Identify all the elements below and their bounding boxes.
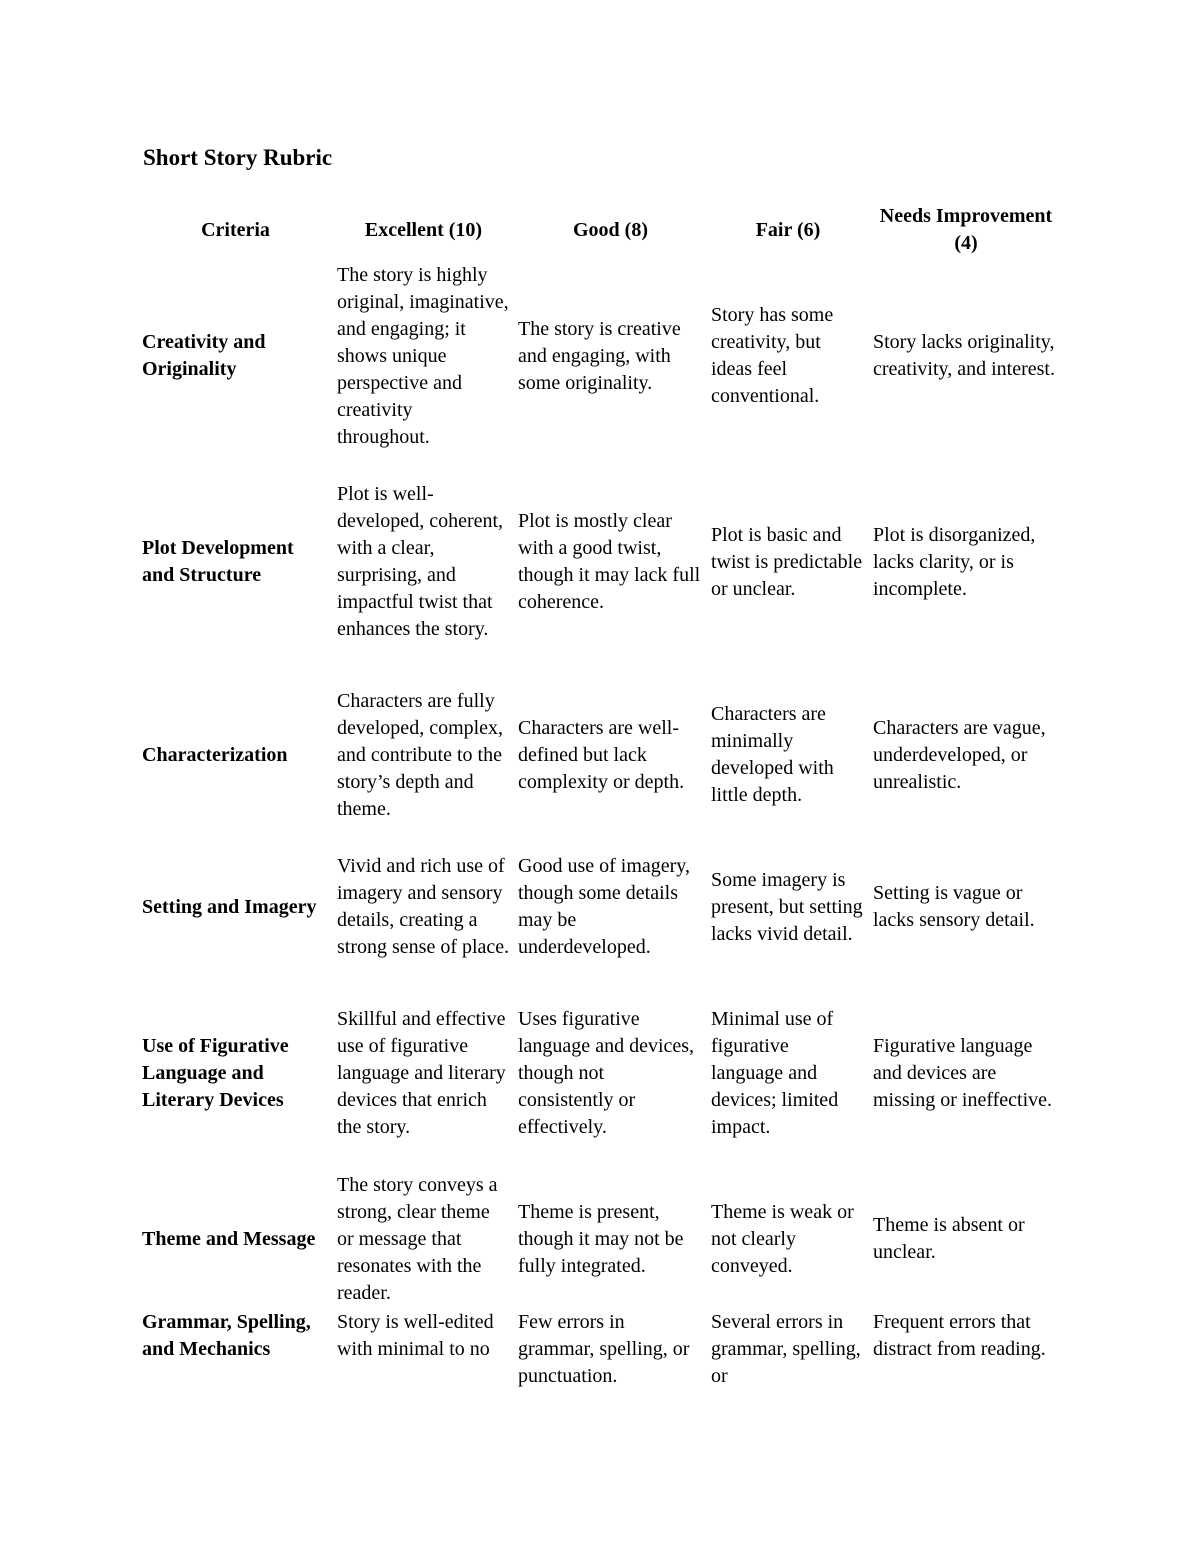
good-cell: The story is creative and engaging, with some originality. xyxy=(518,317,681,394)
criterion-cell: Creativity and Originality xyxy=(142,331,266,380)
good-cell: Characters are well-defined but lack complexity or depth. xyxy=(518,716,685,793)
rubric-table xyxy=(138,200,1063,1392)
fair-cell: Characters are minimally developed with little depth. xyxy=(711,703,834,806)
fair-cell: Several errors in grammar, spelling, or xyxy=(711,1311,861,1387)
fair-cell: Minimal use of figurative language and devices; limited impact. xyxy=(711,1007,839,1138)
needs-improvement-cell: Theme is absent or unclear. xyxy=(873,1214,1025,1263)
good-cell: Good use of imagery, though some details may be underdeveloped. xyxy=(518,855,690,958)
excellent-cell: Skillful and effective use of figurative language and literary devices that enrich the story. xyxy=(337,1007,506,1138)
needs-improvement-cell: Setting is vague or lacks sensory detail. xyxy=(873,882,1035,931)
good-cell: Uses figurative language and devices, though not consistently or effectively. xyxy=(518,1007,695,1138)
table-row xyxy=(138,260,1063,452)
needs-improvement-cell: Story lacks originality, creativity, and interest. xyxy=(873,331,1055,380)
needs-improvement-cell: Frequent errors that distract from reading. xyxy=(873,1311,1046,1360)
fair-cell: Plot is basic and twist is predictable or unclear. xyxy=(711,523,863,600)
rubric-header-row xyxy=(138,200,1063,260)
needs-improvement-cell: Plot is disorganized, lacks clarity, or is incomplete. xyxy=(873,523,1036,600)
excellent-cell: Plot is well-developed, coherent, with a clear, surprising, and impactful twist that enhances the story. xyxy=(337,483,504,640)
table-row xyxy=(138,1308,1063,1392)
criterion-cell: Grammar, Spelling, and Mechanics xyxy=(142,1311,311,1360)
criterion-cell: Characterization xyxy=(142,743,288,766)
excellent-cell: The story conveys a strong, clear theme or message that resonates with the reader. xyxy=(337,1173,498,1304)
table-row xyxy=(138,1170,1063,1308)
header-good: Good (8) xyxy=(573,218,648,241)
table-row xyxy=(138,976,1063,1170)
needs-improvement-cell: Characters are vague, underdeveloped, or unrealistic. xyxy=(873,716,1046,793)
excellent-cell: Characters are fully developed, complex, and contribute to the story’s depth and theme. xyxy=(337,689,504,820)
good-cell: Theme is present, though it may not be fully integrated. xyxy=(518,1200,684,1277)
table-row xyxy=(138,672,1063,838)
header-criteria: Criteria xyxy=(201,218,270,241)
criterion-cell: Theme and Message xyxy=(142,1227,316,1250)
fair-cell: Story has some creativity, but ideas feel conventional. xyxy=(711,304,834,407)
needs-improvement-cell: Figurative language and devices are missing or ineffective. xyxy=(873,1034,1053,1111)
excellent-cell: Story is well-edited with minimal to no xyxy=(337,1311,494,1360)
good-cell: Plot is mostly clear with a good twist, though it may lack full coherence. xyxy=(518,510,701,613)
table-row xyxy=(138,838,1063,976)
excellent-cell: The story is highly original, imaginative, and engaging; it shows unique perspective and creativity throughout. xyxy=(337,263,509,448)
table-row xyxy=(138,452,1063,672)
fair-cell: Some imagery is present, but setting lacks vivid detail. xyxy=(711,868,863,945)
criterion-cell: Plot Development and Structure xyxy=(142,537,294,586)
fair-cell: Theme is weak or not clearly conveyed. xyxy=(711,1200,854,1277)
header-needs-improvement: Needs Improvement (4) xyxy=(879,205,1053,254)
good-cell: Few errors in grammar, spelling, or punctuation. xyxy=(518,1311,690,1387)
header-excellent: Excellent (10) xyxy=(364,218,483,241)
criterion-cell: Setting and Imagery xyxy=(142,895,317,918)
page-title: Short Story Rubric xyxy=(143,145,333,170)
header-fair: Fair (6) xyxy=(755,218,821,241)
excellent-cell: Vivid and rich use of imagery and sensory details, creating a strong sense of place. xyxy=(337,855,510,958)
criterion-cell: Use of Figurative Language and Literary Devices xyxy=(142,1034,289,1111)
